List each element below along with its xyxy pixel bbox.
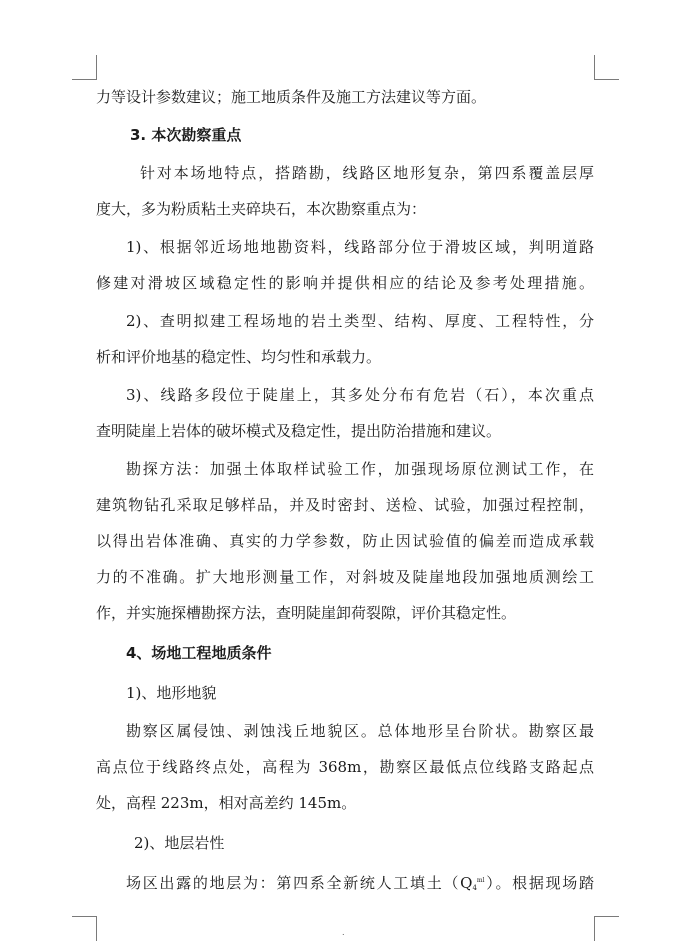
page-corner-top-left [72,55,97,80]
stratum-text-continued: ）。根据现场踏 [484,874,594,892]
body-line: 建筑物钻孔采取足够样品，并及时密封、送检、试验，加强过程控制， [96,496,594,514]
stratum-superscript: ml [476,877,485,884]
body-line: 析和评价地基的稳定性、均匀性和承载力。 [96,348,382,366]
list-item: 1)、根据邻近场地地勘资料，线路部分位于滑坡区域，判明道路 [126,238,594,256]
stratum-subscript: 4 [472,884,477,892]
paragraph-start: 勘探方法：加强土体取样试验工作，加强现场原位测试工作，在 [126,460,594,478]
page-corner-bottom-left [72,916,97,941]
section-heading: 3. 本次勘察重点 [130,126,242,144]
body-line: 作，并实施探槽勘探方法，查明陡崖卸荷裂隙，评价其稳定性。 [96,604,517,622]
stratum-text: 场区出露的地层为：第四系全新统人工填土（Q [126,874,473,892]
page-corner-top-right [594,55,619,80]
body-line: 查明陡崖上岩体的破坏模式及稳定性，提出防治措施和建议。 [96,422,502,440]
list-item: 2)、查明拟建工程场地的岩土类型、结构、厚度、工程特性，分 [126,312,594,330]
subsection-heading: 2)、地层岩性 [134,834,225,852]
body-line: 针对本场地特点，搭踏勘，线路区地形复杂，第四系覆盖层厚 [140,164,594,182]
body-line: 修建对滑坡区域稳定性的影响并提供相应的结论及参考处理措施。 [96,274,594,292]
body-line: 以得出岩体准确、真实的力学参数，防止因试验值的偏差而造成承载 [96,532,594,550]
section-heading: 4、场地工程地质条件 [126,644,272,662]
page-corner-bottom-right [594,916,619,941]
subsection-heading: 1)、地形地貌 [126,684,217,702]
body-line: 处，高程 223m，相对高差约 145m。 [96,794,357,812]
list-item: 3)、线路多段位于陡崖上，其多处分布有危岩（石），本次重点 [126,386,594,404]
page-footer-mark: . [342,928,345,937]
body-line: 度大，多为粉质粘土夹碎块石，本次勘察重点为： [96,200,427,218]
body-line: 力的不准确。扩大地形测量工作，对斜坡及陡崖地段加强地质测绘工 [96,568,594,586]
body-line: 高点位于线路终点处，高程为 368m，勘察区最低点位线路支路起点 [96,758,594,776]
paragraph-start [126,870,594,899]
body-line: 力等设计参数建议；施工地质条件及施工方法建议等方面。 [96,88,487,106]
paragraph-start: 勘察区属侵蚀、剥蚀浅丘地貌区。总体地形呈台阶状。勘察区最 [126,722,594,740]
